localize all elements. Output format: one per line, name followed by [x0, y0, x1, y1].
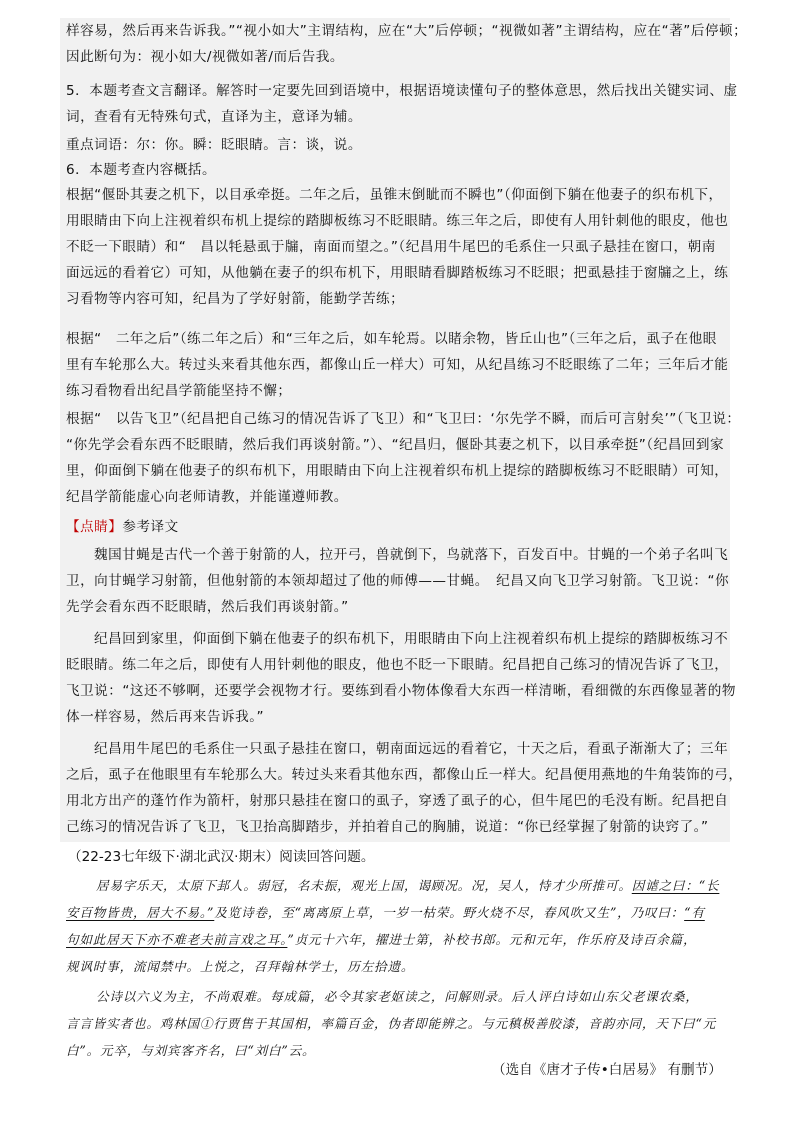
answer-line: 习看物等内容可知，纪昌为了学好射箭，能勤学苦练；: [66, 291, 405, 307]
answer-line: 因此断句为：视小如大/视微如著/而后告我。: [66, 49, 344, 65]
dianjing-text: 参考译文: [122, 519, 179, 535]
classical-line: 居易字乐天，太原下邽人。弱冠，名未振，观光上国，谒顾况。况，吴人，恃才少所推可。因谑之曰：“长: [96, 878, 720, 893]
answer-line: 纪昌学箭能虚心向老师请教，并能谨遵师教。: [66, 489, 348, 505]
translation-line: 之后，虱子在他眼里有车轮那么大。转过头来看其他东西，都像山丘一样大。纪昌便用燕地的牛角装饰的弓，: [66, 767, 743, 783]
answer-line: 5．本题考查文言翻译。解答时一定要先回到语境中，根据语境读懂句子的整体意思，然后找出关键实词、虚: [66, 83, 738, 99]
classical-line: 句如此居天下亦不难老夫前言戏之耳。”贞元十六年，擢进士第，补校书郎。元和元年，作乐府及诗百余篇，: [66, 932, 697, 947]
classical-line: 安百物皆贵，居大不易。”及览诗卷，至“离离原上草，一岁一枯荣。野火烧不尽，春风吹又生”，乃叹曰：“有: [66, 905, 705, 920]
passage-credit: （选自《唐才子传•白居易》 有删节）: [492, 1062, 722, 1078]
answer-line: “你先学会看东西不眨眼睛，然后我们再谈射箭。”）、“纪昌归，偃卧其妻之机下，以目承牵挺”（纪昌回到家: [66, 437, 725, 453]
dianjing-label: 【点睛】: [66, 519, 123, 535]
question-source: （22-23七年级下·湖北武汉·期末）阅读回答问题。: [68, 849, 375, 865]
answer-line: 里，仰面倒下躺在他妻子的织布机下，用眼睛由下向上注视着织布机上提综的踏脚板练习不眨眼睛）可知，: [66, 463, 729, 479]
answer-line: 重点词语：尔：你。瞬：眨眼睛。言：谈，说。: [66, 137, 362, 153]
translation-line: 卫，向甘蝇学习射箭，但他射箭的本领却超过了他的师傅——甘蝇。 纪昌又向飞卫学习射箭。飞卫说：“你: [66, 573, 730, 589]
dianjing-heading: [66, 518, 179, 536]
answer-line: 根据“ 二年之后”（练二年之后）和“三年之后，如车轮焉。以睹余物，皆丘山也”（三年之后，虱子在他眼: [66, 331, 717, 347]
translation-line: 纪昌回到家里，仰面倒下躺在他妻子的织布机下，用眼睛由下向上注视着织布机上提综的踏脚板练习不: [94, 631, 729, 647]
answer-line: 根据“ 以告飞卫”（纪昌把自己练习的情况告诉了飞卫）和“飞卫曰：‘尔先学不瞬，而后可言射矣’”（飞卫说：: [66, 411, 741, 427]
answer-line: 不眨一下眼睛）和“ 昌以牦悬虱于牖，南面而望之。”（纪昌用牛尾巴的毛系住一只虱子悬挂在窗口，朝南: [66, 239, 716, 255]
classical-line: 公诗以六义为主，不尚艰难。每成篇，必令其家老妪读之，问解则录。后人评白诗如山东父老课农桑，: [96, 989, 699, 1004]
translation-line: 先学会看东西不眨眼睛，然后我们再谈射箭。”: [66, 599, 349, 615]
answer-line: 练习看物看出纪昌学箭能坚持不懈；: [66, 383, 292, 399]
translation-line: 眨眼睛。练二年之后，即使有人用针刺他的眼皮，他也不眨一下眼睛。纪昌把自己练习的情况告诉了飞卫，: [66, 657, 729, 673]
answer-line: 样容易，然后再来告诉我。”“视小如大”主谓结构，应在“大”后停顿；“视微如著”主谓结构，应在“著”后停顿；: [66, 23, 748, 39]
answer-line: 用眼睛由下向上注视着织布机上提综的踏脚板练习不眨眼睛。练三年之后，即使有人用针刺他的眼皮，他也: [66, 213, 729, 229]
translation-line: 魏国甘蝇是古代一个善于射箭的人，拉开弓，兽就倒下，鸟就落下，百发百中。甘蝇的一个弟子名叫飞: [94, 547, 729, 563]
translation-line: 己练习的情况告诉了飞卫，飞卫抬高脚踏步，并拍着自己的胸脯，说道：“你已经掌握了射箭的诀窍了。”: [66, 819, 709, 835]
answer-line: 词，查看有无特殊句式，直译为主，意译为辅。: [66, 109, 362, 125]
answer-line: 根据“偃卧其妻之机下，以目承牵挺。二年之后，虽锥末倒眦而不瞬也”（仰面倒下躺在他妻子的织布机下，: [66, 187, 723, 203]
translation-line: 纪昌用牛尾巴的毛系住一只虱子悬挂在窗口，朝南面远远的看着它，十天之后，看虱子渐渐大了；三年: [94, 741, 729, 757]
answer-line: 面远远的看着它）可知，从他躺在妻子的织布机下，用眼睛看脚踏板练习不眨眼；把虱悬挂于窗牖之上，练: [66, 265, 729, 281]
classical-line: 言言皆实者也。鸡林国①行贾售于其国相，率篇百金，伪者即能辨之。与元稹极善胶漆，音韵亦同，天下曰“元: [66, 1016, 717, 1031]
translation-line: 体一样容易，然后再来告诉我。”: [66, 709, 265, 725]
classical-line: 规讽时事，流闻禁中。上悦之，召拜翰林学士，历左拾遗。: [66, 959, 415, 974]
classical-line: 白”。元卒，与刘宾客齐名，曰“刘白”云。: [66, 1043, 316, 1058]
answer-line: 里有车轮那么大。转过头来看其他东西，都像山丘一样大）可知，从纪昌练习不眨眼练了二年；三年后才能: [66, 357, 729, 373]
translation-line: 飞卫说：“这还不够啊，还要学会视物才行。要练到看小物体像看大东西一样清晰，看细微的东西像显著的物: [66, 683, 736, 699]
translation-line: 用北方出产的蓬竹作为箭杆，射那只悬挂在窗口的虱子，穿透了虱子的心，但牛尾巴的毛没有断。纪昌把自: [66, 793, 729, 809]
answer-line: 6．本题考查内容概括。: [66, 162, 217, 178]
